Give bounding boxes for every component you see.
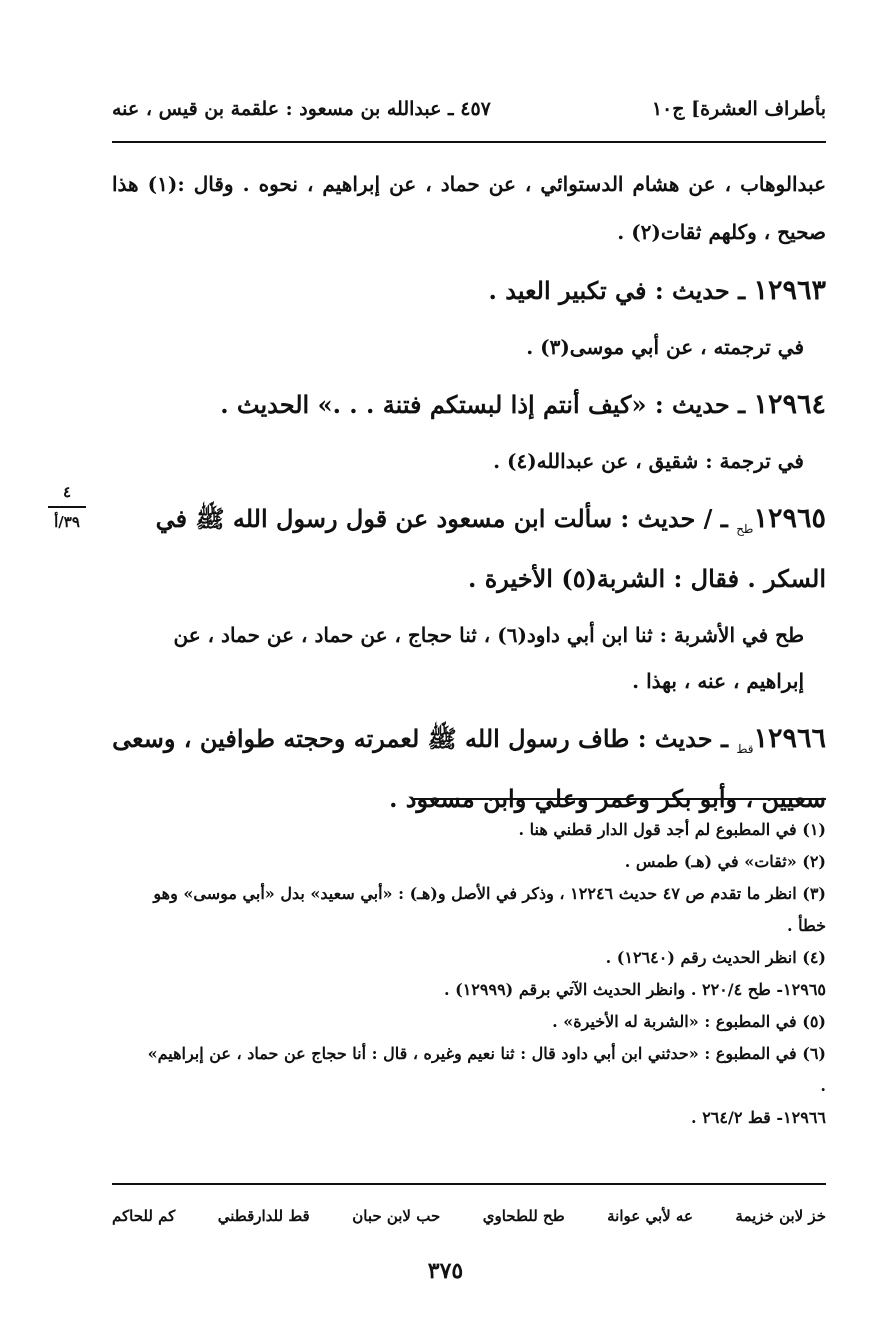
intro-paragraph: عبدالوهاب ، عن هشام الدستوائي ، عن حماد ، عن إبراهيم ، نحوه . وقال :(١) هذا صحيح ، وكلهم ثقات(٢) . xyxy=(112,172,827,244)
abbreviation-item: قط للدارقطني xyxy=(217,1207,310,1225)
footnotes-divider xyxy=(412,798,826,800)
footnote: (٦) في المطبوع : «حدثني ابن أبي داود قال : ثنا نعيم وغيره ، قال : أنا حجاج عن حماد ، عن إبراهيم» . xyxy=(147,1044,826,1095)
abbreviations-key xyxy=(112,1196,826,1236)
hadith-12966 xyxy=(112,714,826,824)
running-header xyxy=(112,92,826,132)
footnote: ١٢٩٦٦- قط ٢٦٤/٢ . xyxy=(691,1108,826,1127)
abbreviation-item: خز لابن خزيمة xyxy=(735,1207,826,1225)
footnote: (٢) «ثقات» في (هـ) طمس . xyxy=(624,852,826,871)
main-text xyxy=(112,160,826,824)
hadith-source: في ترجمته ، عن أبي موسى(٣) . xyxy=(526,335,804,359)
source-mark: قط xyxy=(736,741,754,756)
margin-volume-number: ٤ xyxy=(62,483,72,501)
header-book-title: بأطراف العشرة] ج١٠ xyxy=(651,98,826,120)
footnote: (٣) انظر ما تقدم ص ٤٧ حديث ١٢٢٤٦ ، وذكر في الأصل و(هـ) : «أبي سعيد» بدل «أبي موسى» وهو خطأ . xyxy=(153,884,826,935)
abbreviation-item: كم للحاكم xyxy=(112,1207,176,1225)
hadith-12963 xyxy=(112,266,826,316)
source-mark: طح xyxy=(736,521,754,536)
hadith-number: ١٢٩٦٤ xyxy=(753,389,826,420)
hadith-text: ـ حديث : «كيف أنتم إذا لبستكم فتنة . . .» الحديث . xyxy=(220,390,746,419)
abbreviation-item: عه لأبي عوانة xyxy=(607,1207,693,1225)
header-divider xyxy=(112,141,826,143)
footnote: ١٢٩٦٥- طح ٢٢٠/٤ . وانظر الحديث الآتي برقم (١٢٩٩٩) . xyxy=(443,980,826,999)
footnote: (١) في المطبوع لم أجد قول الدار قطني هنا . xyxy=(518,820,826,839)
page-number: ٣٧٥ xyxy=(427,1258,464,1284)
hadith-12964 xyxy=(112,380,826,430)
abbreviation-item: طح للطحاوي xyxy=(482,1207,565,1225)
header-chapter-title: ٤٥٧ ـ عبدالله بن مسعود : علقمة بن قيس ، عنه xyxy=(112,98,491,120)
hadith-number: ١٢٩٦٣ xyxy=(753,275,826,306)
footnote: (٥) في المطبوع : «الشربة له الأخيرة» . xyxy=(552,1012,826,1031)
margin-folio-note xyxy=(42,482,92,532)
footnotes xyxy=(140,814,826,1134)
hadith-number: ١٢٩٦٦ xyxy=(753,722,826,754)
abbreviation-item: حب لابن حبان xyxy=(352,1207,441,1225)
hadith-source: طح في الأشربة : ثنا ابن أبي داود(٦) ، ثنا حجاج ، عن حماد ، عن حماد ، عن إبراهيم ، عنه ، بهذا . xyxy=(173,622,804,693)
hadith-source: في ترجمة : شقيق ، عن عبدالله(٤) . xyxy=(493,449,804,473)
hadith-text: ـ حديث : في تكبير العيد . xyxy=(488,276,746,305)
hadith-text: ـ / حديث : سألت ابن مسعود عن قول رسول الله ﷺ في السكر . فقال : الشربة(٥) الأخيرة . xyxy=(155,504,826,593)
margin-folio: ٣٩/أ xyxy=(54,513,80,531)
abbreviations-divider xyxy=(112,1183,826,1185)
hadith-text: ـ حديث : طاف رسول الله ﷺ لعمرته وحجته طوافين ، وسعى سعيين ، وأبو بكر وعمر وعلي وابن مسعود . xyxy=(112,723,826,813)
hadith-12965 xyxy=(112,494,826,604)
footnote: (٤) انظر الحديث رقم (١٢٦٤٠) . xyxy=(605,948,826,967)
margin-divider xyxy=(48,506,86,508)
hadith-number: ١٢٩٦٥ xyxy=(753,503,826,534)
